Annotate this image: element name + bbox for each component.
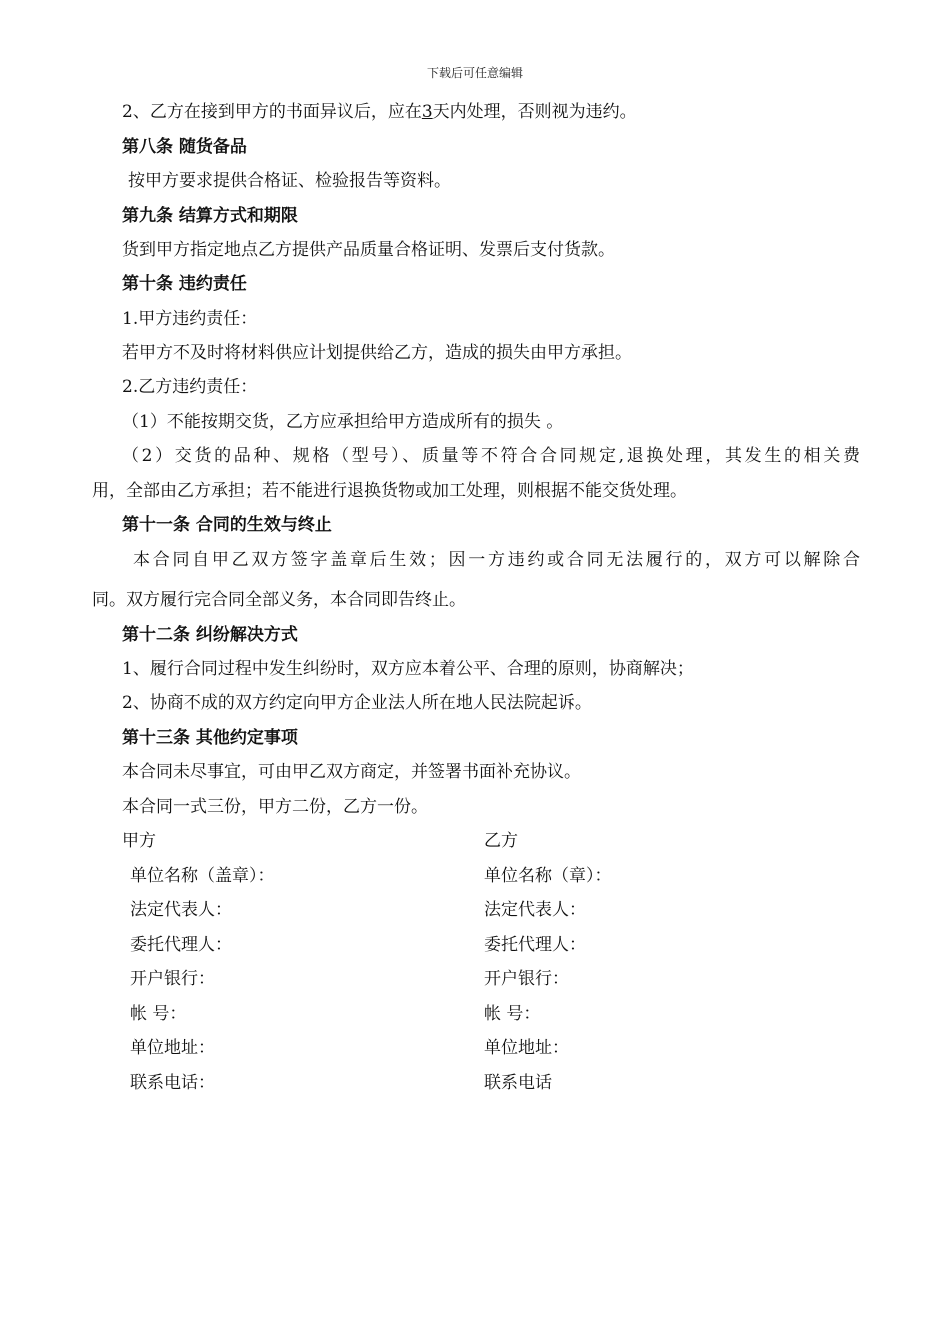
party-a-account: 帐 号：: [130, 1004, 187, 1024]
clause-10-party-b-item-2-line-1: （2）交货的品种、规格（型号）、质量等不符合合同规定,退换处理，其发生的相关费: [122, 446, 860, 466]
party-b-bank: 开户银行：: [484, 969, 569, 989]
clause-7-item-2: [122, 101, 637, 123]
party-b-phone: 联系电话: [484, 1073, 552, 1093]
clause-11-text-line-2: 同。双方履行完合同全部义务，本合同即告终止。: [92, 590, 466, 610]
clause-8-text: 按甲方要求提供合格证、检验报告等资料。: [128, 171, 451, 191]
days-value: 3: [421, 102, 433, 122]
party-b-address: 单位地址：: [484, 1038, 569, 1058]
party-a-address: 单位地址：: [130, 1038, 215, 1058]
party-b-account: 帐 号：: [484, 1004, 541, 1024]
clause-11-heading: 第十一条 合同的生效与终止: [122, 515, 332, 535]
clause-10-heading: 第十条 违约责任: [122, 274, 247, 294]
clause-10-party-b-item-1: （1）不能按期交货，乙方应承担给甲方造成所有的损失 。: [122, 412, 564, 432]
party-a-bank: 开户银行：: [130, 969, 215, 989]
party-b-agent: 委托代理人：: [484, 935, 586, 955]
party-b-title: 乙方: [484, 831, 518, 851]
clause-7-item-2-text-a: 2、乙方在接到甲方的书面异议后，应在: [122, 102, 422, 122]
party-a-agent: 委托代理人：: [130, 935, 232, 955]
party-b-unit-name: 单位名称（章）：: [484, 866, 612, 886]
party-a-legal-rep: 法定代表人：: [130, 900, 232, 920]
clause-13-heading: 第十三条 其他约定事项: [122, 728, 298, 748]
page-header: 下载后可任意编辑: [426, 66, 523, 80]
clause-10-party-a-text: 若甲方不及时将材料供应计划提供给乙方，造成的损失由甲方承担。: [122, 343, 632, 363]
clause-9-text: 货到甲方指定地点乙方提供产品质量合格证明、发票后支付货款。: [122, 240, 615, 260]
party-a-phone: 联系电话：: [130, 1073, 215, 1093]
clause-8-heading: 第八条 随货备品: [122, 137, 247, 157]
clause-12-item-2: 2、协商不成的双方约定向甲方企业法人所在地人民法院起诉。: [122, 693, 592, 713]
clause-9-heading: 第九条 结算方式和期限: [122, 206, 298, 226]
party-a-title: 甲方: [122, 831, 156, 851]
clause-10-party-b-item-2-line-2: 用，全部由乙方承担；若不能进行退换货物或加工处理，则根据不能交货处理。: [92, 481, 687, 501]
clause-13-text-1: 本合同未尽事宜，可由甲乙双方商定，并签署书面补充协议。: [122, 762, 581, 782]
party-b-legal-rep: 法定代表人：: [484, 900, 586, 920]
party-a-unit-name: 单位名称（盖章）：: [130, 866, 275, 886]
clause-7-item-2-text-b: 天内处理，否则视为违约。: [432, 102, 637, 122]
clause-12-item-1: 1、履行合同过程中发生纠纷时，双方应本着公平、合理的原则，协商解决；: [122, 659, 694, 679]
clause-10-party-b-title: 2.乙方违约责任：: [122, 377, 258, 397]
clause-11-text-line-1: 本合同自甲乙双方签字盖章后生效；因一方违约或合同无法履行的，双方可以解除合: [133, 550, 860, 570]
clause-12-heading: 第十二条 纠纷解决方式: [122, 625, 298, 645]
clause-13-text-2: 本合同一式三份，甲方二份，乙方一份。: [122, 797, 428, 817]
clause-10-party-a-title: 1.甲方违约责任：: [122, 309, 258, 329]
